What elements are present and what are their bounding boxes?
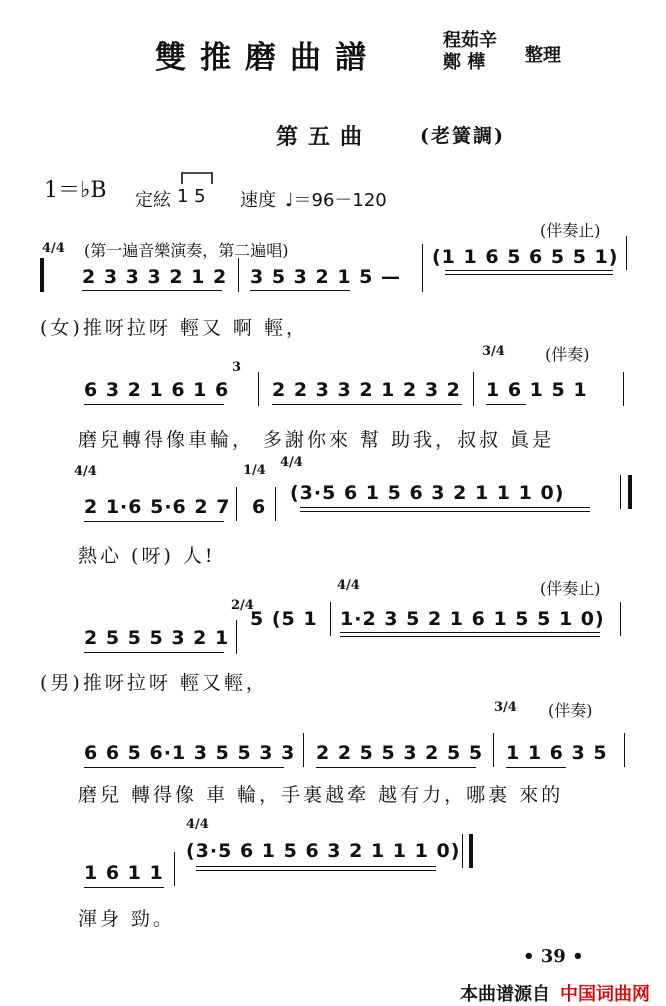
beam-line [316,767,476,768]
key-signature: 1＝♭B [44,178,107,203]
beam-line [84,767,284,768]
tuning-value: 1 5 [177,186,206,207]
arranger-role: 整理 [525,45,561,66]
arranger-name-2: 鄭 樺 [443,52,486,73]
system1-lyrics: (女)推呀拉呀 輕又 啊 輕， [40,317,308,339]
beam-line [300,507,590,508]
barline [174,852,175,886]
speed-value: ♩＝96－120 [285,190,387,211]
system1-meter: 4/4 [42,241,65,256]
system2-measure-2: 2 2 3 3 2 1 2 3 2 [272,379,461,401]
system4-lyrics: (男)推呀拉呀 輕又輕， [40,672,268,694]
beam-line [486,404,526,405]
page-title: 雙推磨曲譜 [155,40,380,76]
beam-line [196,866,436,867]
system5-meter: 3/4 [494,700,517,715]
barline [275,487,276,521]
section-subtitle: (老簧調) [420,125,505,147]
system3-meter-a: 4/4 [74,464,97,479]
barline [258,372,259,406]
system3-lyrics: 熱心 (呀) 人! [78,545,216,567]
system3-meter-b: 1/4 [243,463,266,478]
system3-measure-3: (3·5 6 1 5 6 3 2 1 1 1 0) [290,482,565,504]
tuning-label: 定絃 [135,190,171,211]
tuning-bracket [180,171,216,185]
system5-cue: (伴奏) [548,701,593,720]
system4-cue: (伴奏止) [540,579,601,598]
system2-meter-b: 3/4 [482,344,505,359]
system2-measure-1: 6 3 2 1 6 1 6 [84,379,230,401]
system5-measure-1: 6 6 5 6·1 3 5 5 3 3 [84,742,296,764]
beam-line [196,870,436,871]
system6-measure-1: 1 6 1 1 [84,862,164,884]
arranger-name-1: 程茹辛 [443,30,497,51]
speed-label: 速度 [240,190,276,211]
system5-lyrics: 磨兒 轉得像 車 輪，手裏越牽 越有力，哪裏 來的 [78,784,564,806]
beam-line [445,270,613,271]
barline [473,372,474,406]
section-title: 第五曲 [276,124,373,150]
system3-measure-2: 6 [252,496,267,518]
system1-measure-1: 2 3 3 3 2 1 2 [82,266,228,288]
system2-meter-a: 3 [232,360,242,375]
barline [330,602,331,636]
system4-measure-1: 2 5 5 5 3 2 1 [84,627,230,649]
final-bar [469,834,473,868]
barline [236,620,237,654]
beam-line [340,636,600,637]
system1-cue: (伴奏止) [540,221,601,240]
barline [236,487,237,521]
barline [462,834,463,868]
barline [620,475,621,509]
barline [623,372,624,406]
source-prefix: 本曲谱源自 [460,984,550,1005]
system4-meter-a: 2/4 [231,598,254,613]
barline [626,236,627,270]
beam-line [506,767,566,768]
beam-line [84,887,164,888]
barline [303,733,304,767]
system1-measure-3: (1 1 6 5 6 5 5 1) [432,246,619,268]
system3-meter-c: 4/4 [280,455,303,470]
system6-meter: 4/4 [186,817,209,832]
barline [493,733,494,767]
repeat-start-bar [40,258,44,292]
system5-measure-2: 2 2 5 5 3 2 5 5 [316,742,484,764]
system6-lyrics: 渾身 勁。 [78,908,176,930]
system2-measure-3: 1 6 1 5 1 [486,379,588,401]
barline [620,602,621,636]
barline [624,733,625,767]
beam-line [300,511,590,512]
barline [422,244,423,292]
system1-measure-2: 3 5 3 2 1 5 — [250,266,402,288]
system6-measure-2: (3·5 6 1 5 6 3 2 1 1 1 0) [186,840,461,862]
system2-lyrics: 磨兒轉得像車輪， 多謝你來 幫 助我，叔叔 眞是 [78,429,555,451]
system2-cue: (伴奏) [545,345,590,364]
beam-line [82,290,222,291]
beam-line [250,290,350,291]
system4-measure-2: 5 (5 1 [250,608,318,630]
beam-line [84,521,224,522]
system4-meter-b: 4/4 [337,578,360,593]
system1-note: (第一遍音樂演奏，第二遍唱) [84,241,289,260]
beam-line [445,274,613,275]
beam-line [340,632,600,633]
beam-line [272,404,462,405]
beam-line [84,404,224,405]
system4-measure-3: 1·2 3 5 2 1 6 1 5 5 1 0) [340,608,605,630]
repeat-end-bar [628,475,632,509]
barline [238,258,239,292]
source-site-link[interactable]: 中国词曲网 [560,984,650,1005]
page-number: • 39 • [523,946,584,967]
beam-line [84,652,224,653]
system5-measure-3: 1 1 6 3 5 [506,742,608,764]
system3-measure-1: 2 1·6 5·6 2 7 [84,496,231,518]
